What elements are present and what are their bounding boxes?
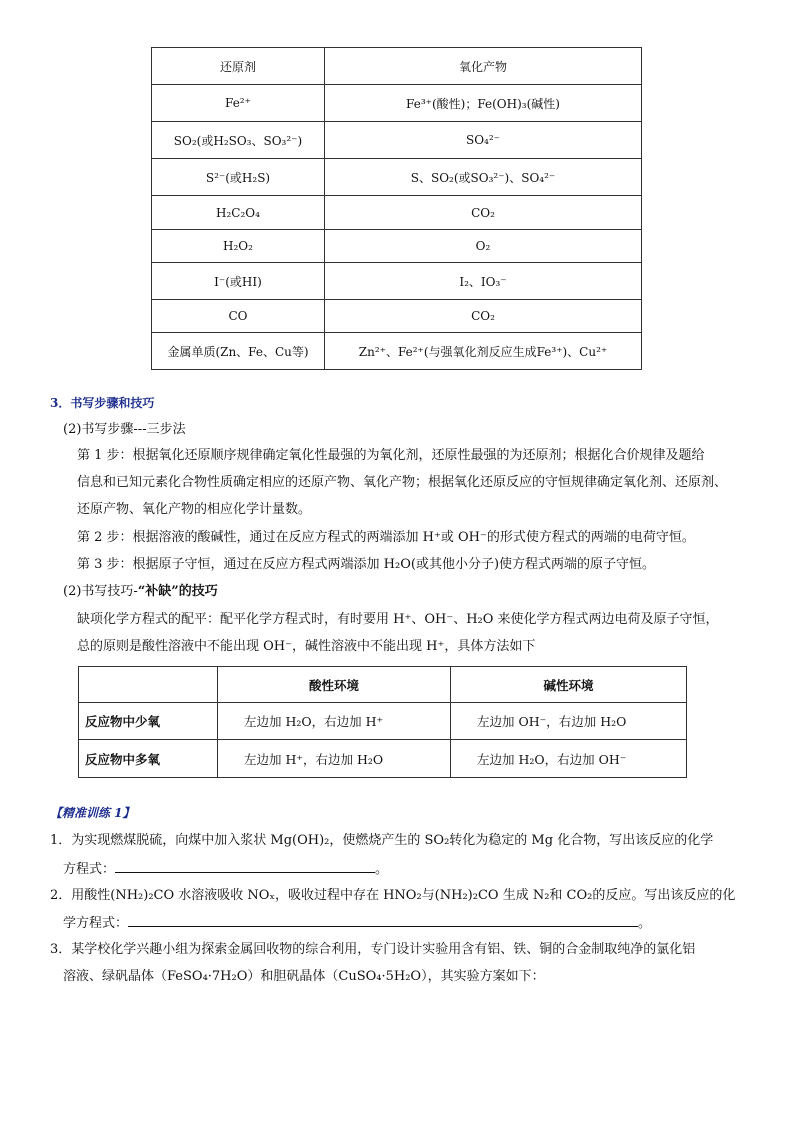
table-cell: 左边加 H⁺，右边加 H₂O xyxy=(218,740,451,778)
table-cell: 左边加 OH⁻，右边加 H₂O xyxy=(451,703,687,740)
question-2-prefix: 学方程式： xyxy=(63,916,129,931)
step1-line: 第 1 步：根据氧化还原顺序规律确定氧化性最强的为氧化剂，还原性最强的为还原剂；根据化合价规律及题给 xyxy=(77,448,705,463)
table-cell: 左边加 H₂O，右边加 OH⁻ xyxy=(451,740,687,778)
header-oxidation-product: 氧化产物 xyxy=(325,48,642,85)
header-acidic: 酸性环境 xyxy=(218,667,451,703)
answer-blank[interactable] xyxy=(128,914,638,927)
tips-heading-prefix: (2)书写技巧- xyxy=(63,584,138,599)
question-1-prefix: 方程式： xyxy=(63,862,116,877)
table-cell: S、SO₂(或SO₃²⁻)、SO₄²⁻ xyxy=(325,159,642,196)
reductant-table xyxy=(151,47,642,370)
table-cell: Fe²⁺ xyxy=(152,85,325,122)
question-2-end: 。 xyxy=(638,916,652,931)
table-cell: H₂O₂ xyxy=(152,230,325,263)
supplement-table xyxy=(78,666,687,778)
steps-heading: (2)书写步骤---三步法 xyxy=(63,422,186,437)
answer-blank[interactable] xyxy=(115,860,375,873)
question-3-line: 溶液、绿矾晶体（FeSO₄·7H₂O）和胆矾晶体（CuSO₄·5H₂O），其实验方案如下： xyxy=(63,969,545,984)
tips-heading xyxy=(63,583,218,601)
header-reductant: 还原剂 xyxy=(152,48,325,85)
table-cell: CO₂ xyxy=(325,300,642,333)
table-cell: H₂C₂O₄ xyxy=(152,196,325,230)
question-1-end: 。 xyxy=(375,862,389,877)
table-cell: 左边加 H₂O，右边加 H⁺ xyxy=(218,703,451,740)
step1-line: 信息和已知元素化合物性质确定相应的还原产物、氧化产物；根据氧化还原反应的守恒规律确定氧化剂、还原剂、 xyxy=(77,475,728,490)
table-cell: Fe³⁺(酸性)；Fe(OH)₃(碱性) xyxy=(325,85,642,122)
tips-line: 总的原则是酸性溶液中不能出现 OH⁻，碱性溶液中不能出现 H⁺，具体方法如下 xyxy=(77,639,536,654)
table-cell: O₂ xyxy=(325,230,642,263)
question-2-line: 2．用酸性(NH₂)₂CO 水溶液吸收 NOₓ，吸收过程中存在 HNO₂与(NH₂)₂CO 生成 N₂和 CO₂的反应。写出该反应的化 xyxy=(50,888,736,903)
tips-heading-bold: “补缺”的技巧 xyxy=(137,584,218,599)
row-label: 反应物中少氧 xyxy=(79,703,218,740)
table-cell: 金属单质(Zn、Fe、Cu等) xyxy=(152,333,325,370)
section-title: 3．书写步骤和技巧 xyxy=(50,396,155,410)
step2-line: 第 2 步：根据溶液的酸碱性，通过在反应方程式的两端添加 H⁺或 OH⁻的形式使方程式的两端的电荷守恒。 xyxy=(77,530,695,545)
table-cell: I₂、IO₃⁻ xyxy=(325,263,642,300)
table-cell: S²⁻(或H₂S) xyxy=(152,159,325,196)
table-cell: SO₄²⁻ xyxy=(325,122,642,159)
question-2-answer-line xyxy=(63,914,651,933)
table-cell: Zn²⁺、Fe²⁺(与强氧化剂反应生成Fe³⁺)、Cu²⁺ xyxy=(325,333,642,370)
step1-line: 还原产物、氧化产物的相应化学计量数。 xyxy=(77,502,312,517)
question-3-line: 3．某学校化学兴趣小组为探索金属回收物的综合利用，专门设计实验用含有铝、铁、铜的合金制取纯净的氯化铝 xyxy=(50,942,696,957)
table-cell: CO xyxy=(152,300,325,333)
step3-line: 第 3 步：根据原子守恒，通过在反应方程式两端添加 H₂O(或其他小分子)使方程式两端的原子守恒。 xyxy=(77,557,656,572)
row-label: 反应物中多氧 xyxy=(79,740,218,778)
tips-line: 缺项化学方程式的配平：配平化学方程式时，有时要用 H⁺、OH⁻、H₂O 来使化学方程式两边电荷及原子守恒， xyxy=(77,612,719,627)
question-1-line: 1．为实现燃煤脱硫，向煤中加入浆状 Mg(OH)₂，使燃烧产生的 SO₂转化为稳定的 Mg 化合物，写出该反应的化学 xyxy=(50,833,714,848)
table-corner xyxy=(79,667,218,703)
table-cell: I⁻(或HI) xyxy=(152,263,325,300)
question-1-answer-line xyxy=(63,860,388,879)
header-basic: 碱性环境 xyxy=(451,667,687,703)
drill-title: 【精准训练 1】 xyxy=(50,806,135,820)
table-cell: SO₂(或H₂SO₃、SO₃²⁻) xyxy=(152,122,325,159)
table-cell: CO₂ xyxy=(325,196,642,230)
